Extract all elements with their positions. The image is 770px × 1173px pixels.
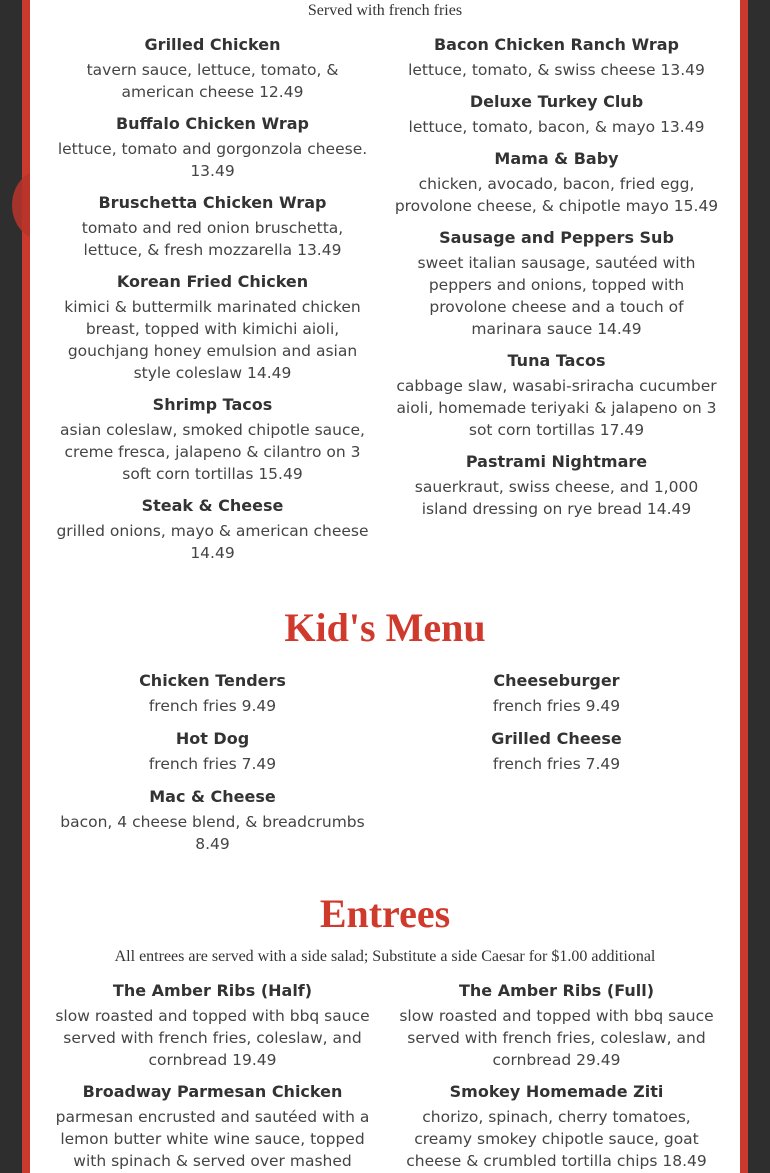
menu-item (50, 192, 375, 261)
item-name: Steak & Cheese (141, 496, 284, 515)
menu-item (394, 728, 719, 775)
menu-item (394, 1081, 719, 1172)
menu-item (394, 34, 719, 81)
sandwiches-note: Served with french fries (307, 2, 463, 19)
item-description: bacon, 4 cheese blend, & breadcrumbs 8.49 (60, 813, 365, 853)
item-description: french fries 9.49 (148, 697, 277, 715)
item-name: Buffalo Chicken Wrap (115, 114, 310, 133)
item-name: The Amber Ribs (Full) (458, 981, 654, 1000)
item-name: Chicken Tenders (139, 671, 286, 690)
menu-item (394, 451, 719, 520)
item-description: cabbage slaw, wasabi-sriracha cucumber aioli, homemade teriyaki & jalapeno on 3 sot corn tortillas 17.49 (396, 377, 717, 439)
item-name: Shrimp Tacos (152, 395, 273, 414)
menu-item (394, 148, 719, 217)
entrees-note: All entrees are served with a side salad; Substitute a side Caesar for $1.00 additional (114, 948, 656, 965)
item-description: french fries 7.49 (148, 755, 277, 773)
item-description: kimici & buttermilk marinated chicken breast, topped with kimichi aioli, gouchjang honey emulsion and asian style coleslaw 14.49 (64, 298, 361, 382)
menu-item (50, 786, 375, 855)
menu-item (394, 980, 719, 1071)
item-name: Mama & Baby (494, 149, 619, 168)
sandwiches-right-column (394, 34, 719, 574)
item-name: Grilled Chicken (144, 35, 281, 54)
item-name: Pastrami Nightmare (465, 452, 648, 471)
item-description: tavern sauce, lettuce, tomato, & american cheese 12.49 (86, 61, 339, 101)
menu-item (394, 91, 719, 138)
item-name: Sausage and Peppers Sub (439, 228, 674, 247)
sandwiches-grid (50, 34, 740, 574)
item-name: Tuna Tacos (507, 351, 606, 370)
item-name: Hot Dog (175, 729, 250, 748)
item-name: Grilled Cheese (491, 729, 622, 748)
item-description: slow roasted and topped with bbq sauce served with french fries, coleslaw, and cornbread 19.49 (55, 1007, 370, 1069)
entrees-grid (50, 980, 740, 1173)
menu-item (394, 227, 719, 340)
item-name: Deluxe Turkey Club (469, 92, 644, 111)
item-description: sauerkraut, swiss cheese, and 1,000 island dressing on rye bread 14.49 (414, 478, 699, 518)
item-name: The Amber Ribs (Half) (112, 981, 313, 1000)
item-description: sweet italian sausage, sautéed with peppers and onions, topped with provolone cheese and a touch of marinara sauce 14.49 (417, 254, 696, 338)
right-border-stripe (740, 0, 748, 1173)
item-description: grilled onions, mayo & american cheese 14.49 (56, 522, 369, 562)
kids-menu-grid (50, 670, 740, 865)
item-description: chicken, avocado, bacon, fried egg, provolone cheese, & chipotle mayo 15.49 (394, 175, 719, 215)
entrees-title: Entrees (319, 891, 451, 936)
menu-item (394, 350, 719, 441)
menu-item (50, 1081, 375, 1172)
item-name: Bruschetta Chicken Wrap (98, 193, 327, 212)
menu-item (50, 113, 375, 182)
item-description: french fries 7.49 (492, 755, 621, 773)
item-description: chorizo, spinach, cherry tomatoes, creamy smokey chipotle sauce, goat cheese & crumbled tortilla chips 18.49 (406, 1108, 707, 1170)
kids-left-column (50, 670, 375, 865)
menu-item (50, 394, 375, 485)
menu-item (50, 670, 375, 717)
item-name: Smokey Homemade Ziti (449, 1082, 664, 1101)
menu-item (50, 34, 375, 103)
kids-menu-title: Kid's Menu (284, 605, 486, 650)
menu-item (50, 728, 375, 775)
menu-item (50, 271, 375, 384)
item-description: parmesan encrusted and sautéed with a lemon butter white wine sauce, topped with spinach & served over mashed (55, 1108, 370, 1170)
item-name: Korean Fried Chicken (116, 272, 309, 291)
item-name: Broadway Parmesan Chicken (82, 1082, 343, 1101)
item-description: lettuce, tomato and gorgonzola cheese. 13.49 (57, 140, 368, 180)
sandwiches-left-column (50, 34, 375, 574)
item-description: french fries 9.49 (492, 697, 621, 715)
item-description: lettuce, tomato, & swiss cheese 13.49 (408, 61, 705, 79)
item-name: Cheeseburger (493, 671, 620, 690)
item-description: lettuce, tomato, bacon, & mayo 13.49 (408, 118, 705, 136)
menu-item (50, 495, 375, 564)
entrees-left-column (50, 980, 375, 1173)
item-description: asian coleslaw, smoked chipotle sauce, creme fresca, jalapeno & cilantro on 3 soft corn tortillas 15.49 (60, 421, 365, 483)
menu-item (50, 980, 375, 1071)
item-description: tomato and red onion bruschetta, lettuce, & fresh mozzarella 13.49 (81, 219, 344, 259)
menu-page (30, 0, 740, 1173)
item-name: Mac & Cheese (149, 787, 276, 806)
item-name: Bacon Chicken Ranch Wrap (433, 35, 679, 54)
kids-right-column (394, 670, 719, 865)
item-description: slow roasted and topped with bbq sauce served with french fries, coleslaw, and cornbread 29.49 (399, 1007, 714, 1069)
entrees-right-column (394, 980, 719, 1173)
menu-item (394, 670, 719, 717)
